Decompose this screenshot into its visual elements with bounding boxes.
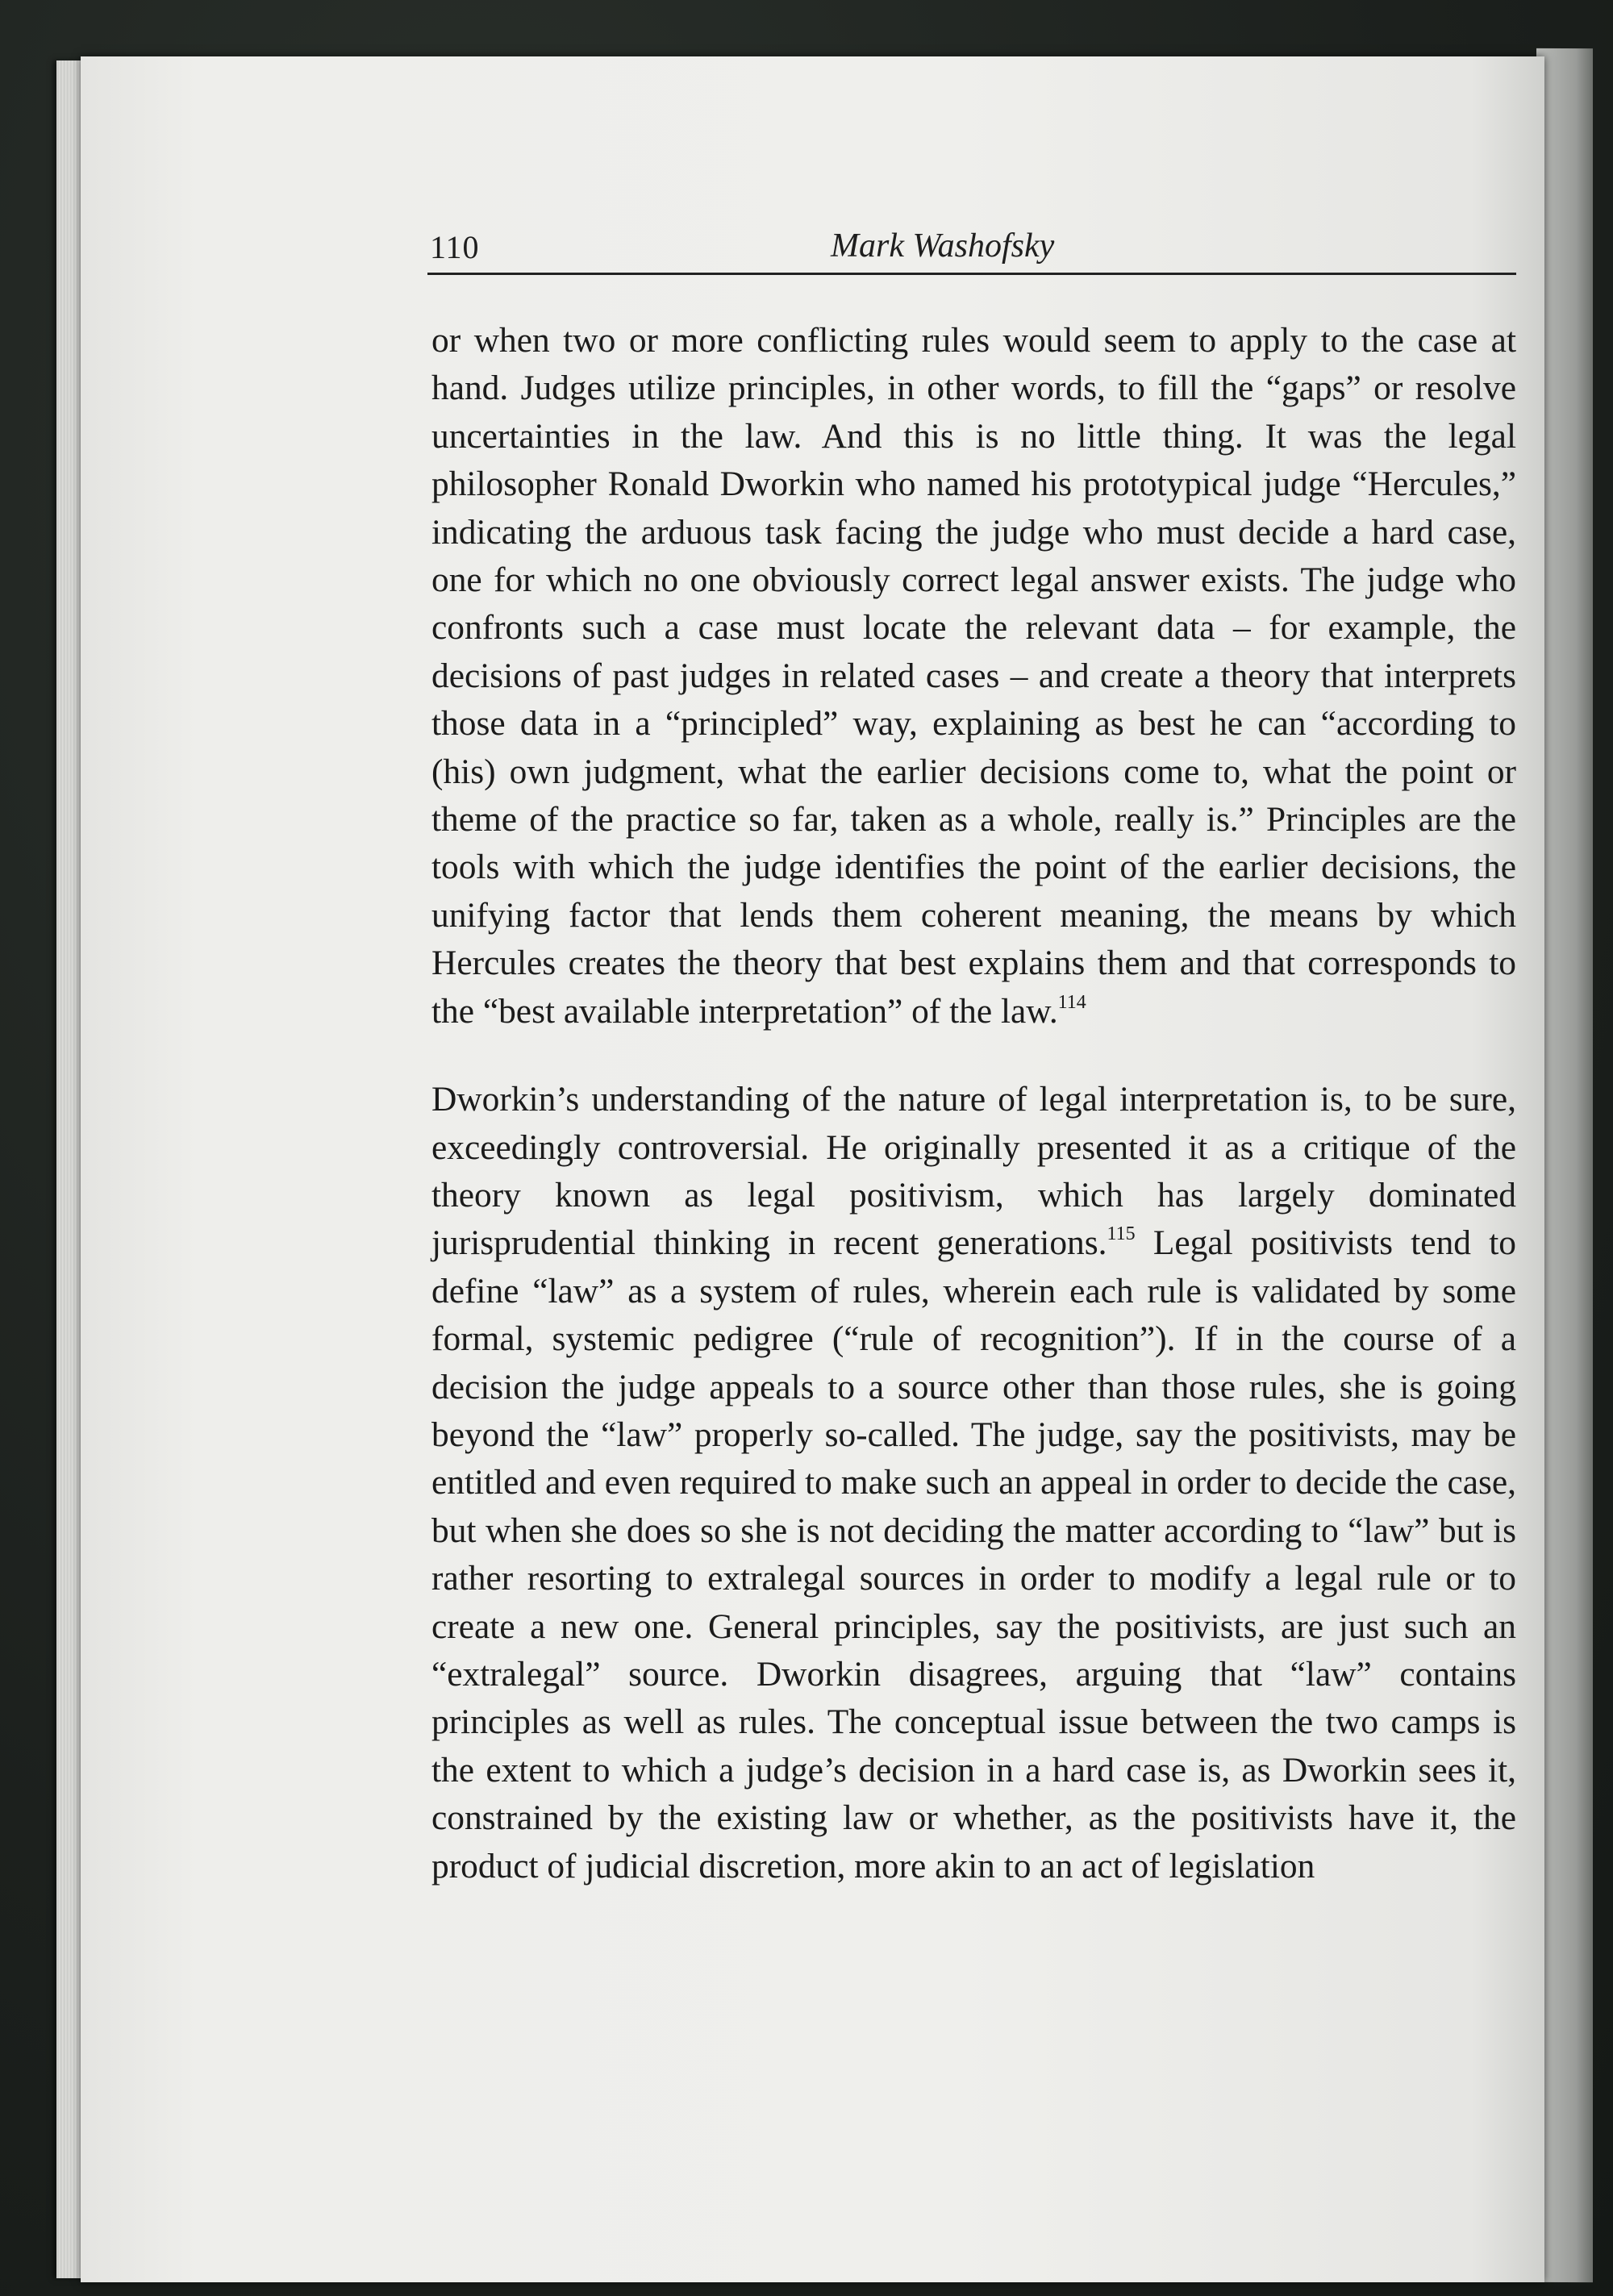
author-name: Mark Washofsky: [831, 227, 1055, 265]
running-head: [427, 228, 1516, 275]
paragraph-text: or when two or more conflicting rules would seem to apply to the case at hand. Judges utilize principles, in other words, to fill the “gaps” or resolve uncertainties in the law. And this is no little thing. It was the legal philosopher Ronald Dworkin who named his prototypical judge “Hercules,” indicating the arduous task facing the judge who must decide a hard case, one for which no one obviously correct legal answer exists. The judge who confronts such a case must locate the relevant data – for example, the decisions of past judges in related cases – and create a theory that interprets those data in a “principled” way, explaining as best he can “according to (his) own judgment, what the earlier decisions come to, what the point or theme of the practice so far, taken as a whole, really is.” Principles are the tools with which the judge identifies the point of the earlier decisions, the unifying factor that lends them coherent meaning, the means by which Hercules creates the theory that best explains them and that corresponds to the “best available interpretation” of the law.: [431, 321, 1516, 1031]
paragraph: [431, 317, 1516, 1035]
adjacent-page-edge: [1536, 48, 1593, 2282]
paragraph-text: Legal positivists tend to define “law” as a system of rules, wherein each rule is validated by some formal, systemic pedigree (“rule of recognition”). If in the course of a decision the judge appeals to a source other than those rules, she is going beyond the “law” properly so-called. The judge, say the positivists, may be entitled and even required to make such an appeal in order to decide the case, but when she does so she is not deciding the matter according to “law” but is rather resorting to extralegal sources in order to modify a legal rule or to create a new one. General principles, say the positivists, are just such an “extralegal” source. Dworkin disagrees, arguing that “law” contains principles as well as rules. The conceptual issue between the two camps is the extent to which a judge’s decision in a hard case is, as Dworkin sees it, constrained by the existing law or whether, as the positivists have it, the product of judicial discretion, more akin to an act of legislation: [431, 1223, 1517, 1886]
paragraph: [431, 1076, 1516, 1890]
paragraph-text: Dworkin’s understanding of the nature of legal interpretation is, to be sure, exceedingly controversial. He originally presented it as a critique of the theory known as legal positivism, which has largely dominated jurisprudential thinking in recent generations.: [431, 1080, 1516, 1263]
body-text: [431, 317, 1516, 1890]
footnote-reference: 115: [1107, 1223, 1136, 1245]
page-number: 110: [430, 229, 480, 265]
footnote-reference: 114: [1057, 991, 1086, 1013]
